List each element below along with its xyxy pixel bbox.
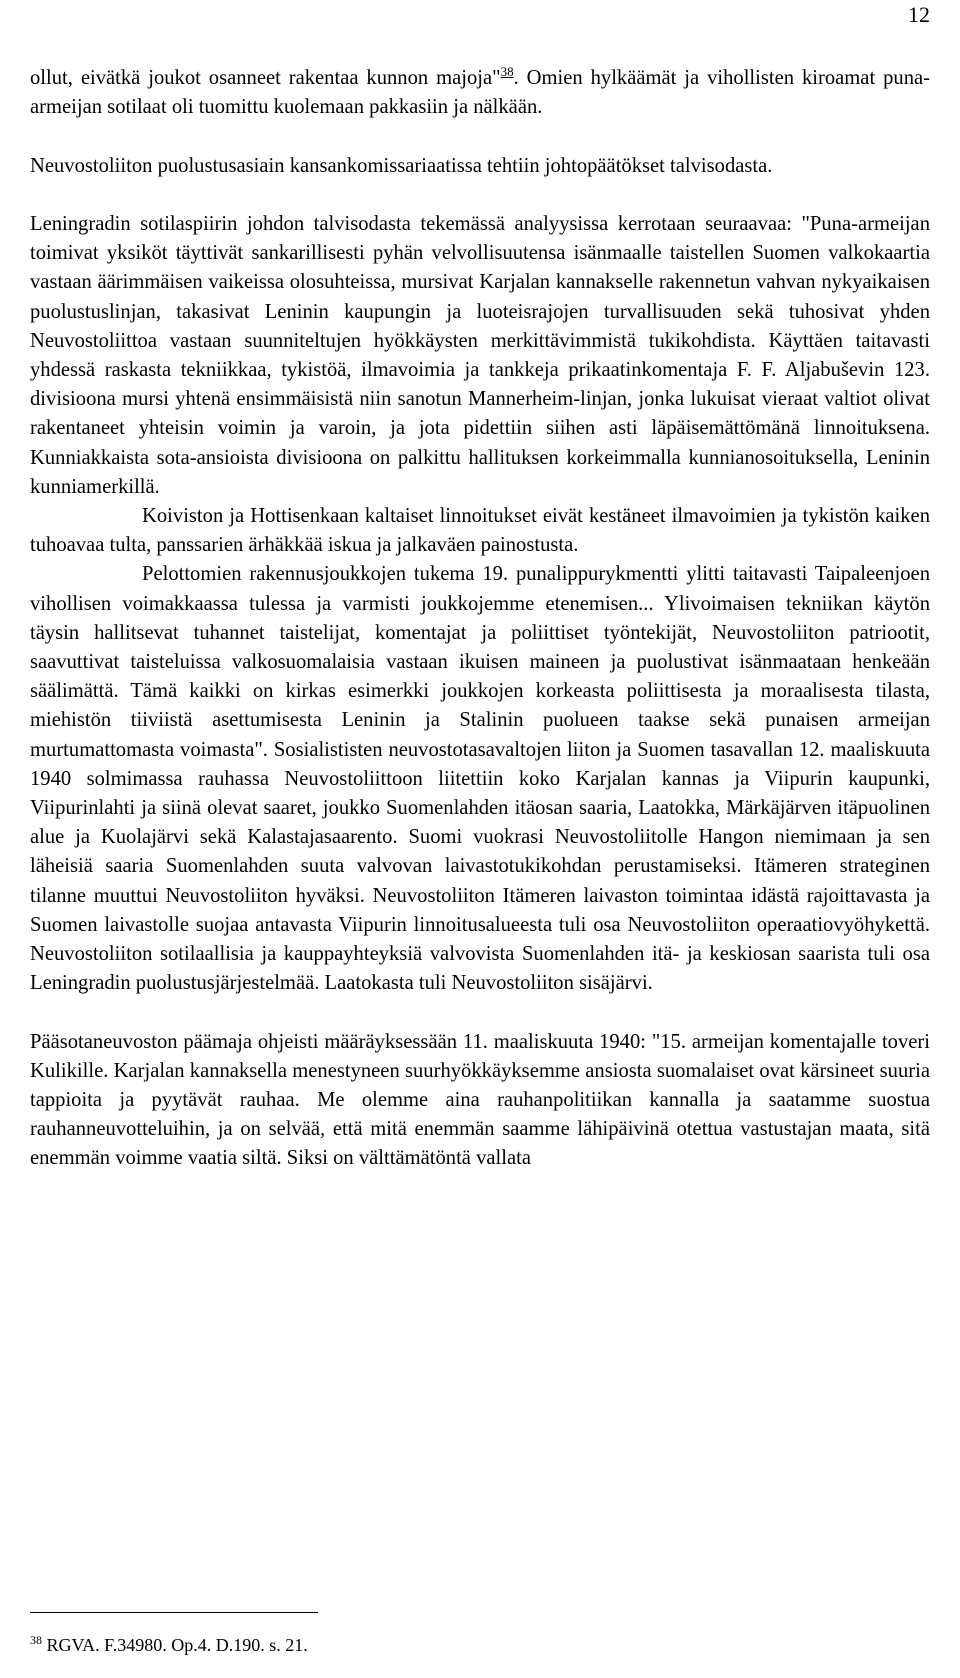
page-body [30, 64, 930, 1174]
paragraph-3: Leningradin sotilaspiirin johdon talvisodasta tekemässä analyysissa kerrotaan seuraavaa: "Puna-armeijan toimivat yksiköt täyttivät sankarillisesti pyhän velvollisuutensa isänmaalle taistellen Suomen valkokaartia vastaan äärimmäisen vaikeissa olosuhteissa, mursivat Karjalan kannakselle rakennetun vahvan nykyaikaisen puolustuslinjan, takasivat Leninin kaupungin ja luoteisrajojen turvallisuuden sekä tuhosivat yhden Neuvostoliittoa vastaan suunniteltujen hyökkäysten merkittävimmistä tukikohdista. Käyttäen taitavasti yhdessä raskasta tekniikkaa, tykistöä, ilmavoimia ja tankkeja prikaatinkomentaja F. F. Aljabuševin 123. divisioona mursi yhtenä ensimmäisistä niin sanotun Mannerheim-linjan, jonka lukuisat vieraat valtiot olivat rakentaneet yhteisin voimin ja varoin, ja jota pidettiin siihen asti läpäisemättömänä linnoituksena. Kunniakkaista sota-ansioista divisioona on palkittu hallituksen korkeimmalla kunnianosoituksella, Leninin kunniamerkillä. [30, 212, 930, 498]
paragraph-2: Neuvostoliiton puolustusasiain kansankomissariaatissa tehtiin johtopäätökset talvisodasta. [30, 154, 773, 177]
paragraph-1 [30, 64, 930, 122]
footnote [30, 1634, 930, 1656]
paragraph-1-text-end: . Omien hylkäämät ja vihollisten kiroamat puna-armeijan sotilaat oli tuomittu kuolemaan pakkasiin ja nälkään. [30, 67, 930, 119]
paragraph-1-text-start: ollut, eivätkä joukot osanneet rakentaa kunnon majoja" [30, 67, 501, 89]
paragraph-spacer [30, 998, 930, 1027]
paragraph-spacer [30, 181, 930, 210]
paragraph-5: Pelottomien rakennusjoukkojen tukema 19. punalippurykmentti ylitti taitavasti Taipaleenjoen vihollisen voimakkaassa tulessa ja varmisti joukkojemme etenemisen... Ylivoimaisen tekniikan käytön täysin hallitsevat tuhannet taistelijat, komentajat ja poliittiset työntekijät, Neuvostoliiton patriootit, saavuttivat taisteluissa valkosuomalaisia vastaan ikuisen maineen ja puolustivat isänmaataan henkeään säälimättä. Tämä kaikki on kirkas esimerkki joukkojen korkeasta poliittisesta ja moraalisesta tilasta, miehistön tiiviistä asettumisesta Leninin ja Stalinin puolueen taakse sekä punaisen armeijan murtumattomasta voimasta". Sosialististen neuvostotasavaltojen liiton ja Suomen tasavallan 12. maaliskuuta 1940 solmimassa rauhassa Neuvostoliittoon liitettiin koko Karjalan kannas ja Viipurin kaupunki, Viipurinlahti ja siinä olevat saaret, joukko Suomenlahden itäosan saaria, Laatokka, Märkäjärven itäpuolinen alue ja Kuolajärvi sekä Kalastajasaarento. Suomi vuokrasi Neuvostoliitolle Hangon niemimaan ja sen läheisiä saaria Suomenlahden suuta valvovan laivastotukikohdan perustamiseksi. Itämeren strateginen tilanne muuttui Neuvostoliiton hyväksi. Neuvostoliiton Itämeren laivaston toimintaa idästä rajoittavasta ja Suomen laivastolle suojaa antavasta Viipurin linnoitusalueesta tuli osa Neuvostoliiton operaatiovyöhykettä. Neuvostoliiton sotilaallisia ja kauppayhteyksiä valvovista Suomenlahden itä- ja keskiosan saarista tuli osa Leningradin puolustusjärjestelmää. Laatokasta tuli Neuvostoliiton sisäjärvi. [30, 563, 930, 995]
paragraph-6: Pääsotaneuvoston päämaja ohjeisti määräyksessään 11. maaliskuuta 1940: "15. armeijan komentajalle toveri Kulikille. Karjalan kannaksella menestyneen suurhyökkäyksemme ansiosta suomalaiset ovat kärsineet suuria tappioita ja pyytävät rauhaa. Me olemme aina rauhanpolitiikan kannalla ja saatamme suostua rauhanneuvotteluihin, ja on selvää, että mitä enemmän saamme lähipäivinä otettua vastustajan maata, sitä enemmän voimme vaatia siltä. Siksi on välttämätöntä vallata [30, 1030, 930, 1170]
paragraph-spacer [30, 122, 930, 151]
paragraph-4: Koiviston ja Hottisenkaan kaltaiset linnoitukset eivät kestäneet ilmavoimien ja tykistön kaiken tuhoavaa tulta, panssarien ärhäkkää iskua ja jalkaväen painostusta. [30, 505, 930, 557]
footnote-separator [30, 1612, 318, 1613]
page-number: 12 [908, 2, 930, 27]
footnote-number: 38 [30, 1633, 42, 1647]
footnote-reference[interactable]: 38 [500, 64, 514, 80]
footnote-text: RGVA. F.34980. Op.4. D.190. s. 21. [42, 1635, 308, 1655]
